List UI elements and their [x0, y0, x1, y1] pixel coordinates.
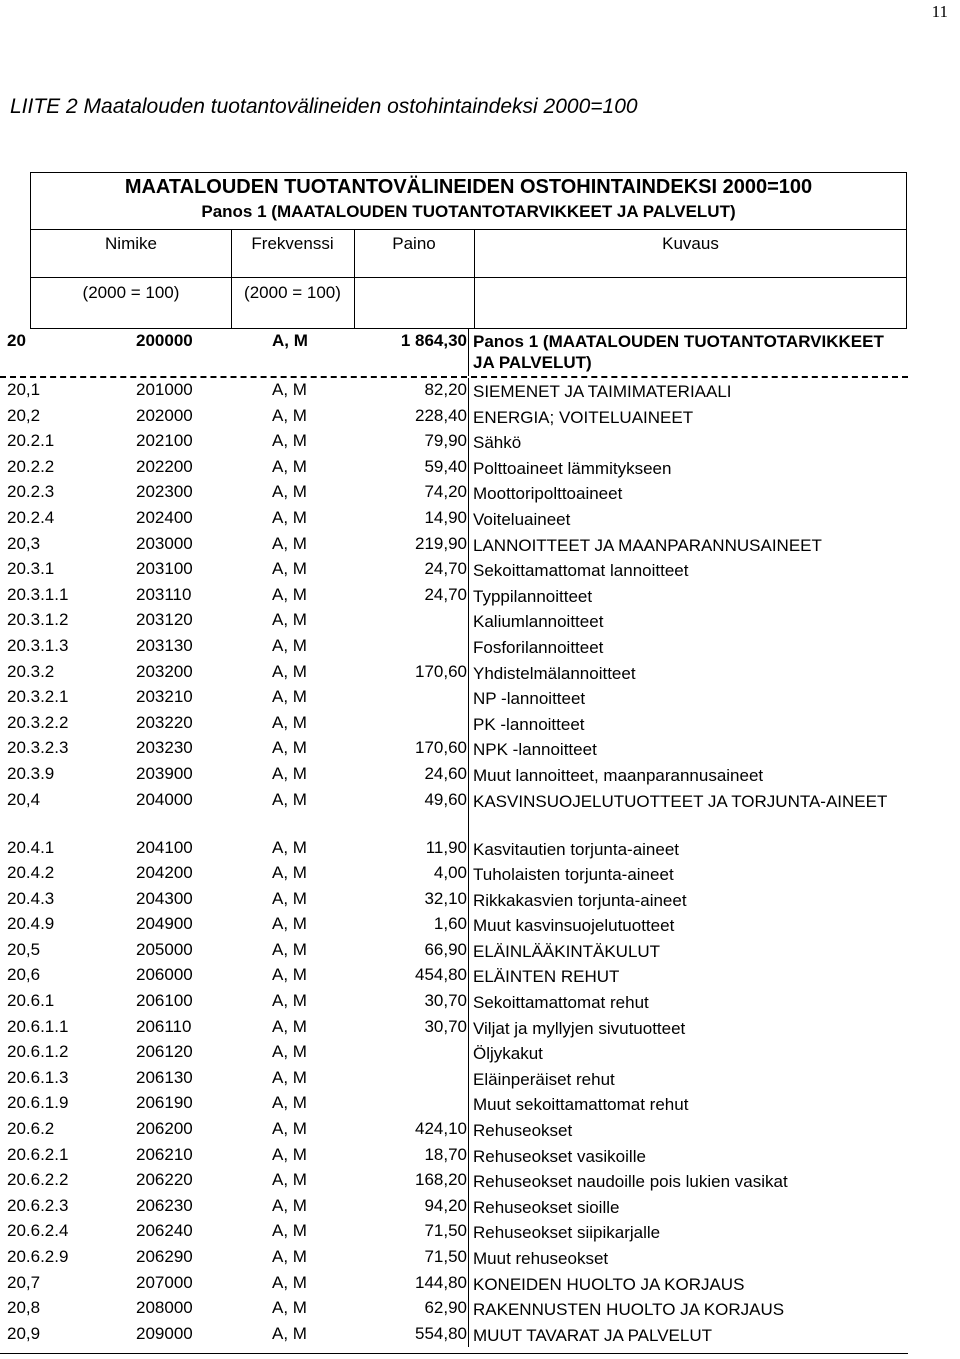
table-row: [0, 836, 908, 862]
cell-c5: NP -lannoitteet: [473, 689, 586, 709]
cell-c1: 20.3.1.3: [7, 635, 69, 655]
table-row: [0, 1271, 908, 1297]
cell-c4: 1,60: [433, 914, 467, 934]
cell-c4: 30,70: [424, 991, 467, 1011]
table-row: [0, 455, 908, 481]
cell-c2: 203230: [136, 738, 193, 758]
table-row: [0, 861, 908, 887]
index-table: [0, 172, 908, 1354]
table-row: [0, 1245, 908, 1271]
cell-c5: Eläinperäiset rehut: [473, 1069, 615, 1089]
cell-c2: 203220: [136, 712, 193, 732]
table-row: [0, 557, 908, 583]
cell-c1: 20.2.4: [7, 507, 55, 527]
cell-c2: 202400: [136, 507, 193, 527]
cell-c2: 203900: [136, 763, 193, 783]
cell-c2: 206230: [136, 1195, 193, 1215]
cell-c5: PK -lannoitteet: [473, 714, 585, 734]
cell-c2: 203110: [136, 584, 192, 604]
table-row: [0, 736, 908, 762]
table-row: [0, 480, 908, 506]
cell-c5: ENERGIA; VOITELUAINEET: [473, 407, 694, 427]
cell-c5: RAKENNUSTEN HUOLTO JA KORJAUS: [473, 1300, 785, 1320]
cell-c4: 49,60: [424, 789, 467, 809]
cell-c5: Muut kasvinsuojelutuotteet: [473, 916, 675, 936]
cell-c3: A, M: [272, 888, 307, 908]
cell-c4: 424,10: [415, 1119, 467, 1139]
cell-c4: 71,50: [424, 1221, 467, 1241]
cell-c1: 20.4.9: [7, 914, 55, 934]
cell-c5: Rikkakasvien torjunta-aineet: [473, 890, 687, 910]
cell-c1: 20.3.1.2: [7, 610, 69, 630]
cell-c2: 206240: [136, 1221, 193, 1241]
cell-c4: 71,50: [424, 1247, 467, 1266]
cell-c5: Tuholaisten torjunta-aineet: [473, 865, 674, 885]
table-row: [0, 429, 908, 455]
table-row: [0, 938, 908, 964]
cell-c5: Yhdistelmälannoitteet: [473, 663, 636, 683]
cell-c4: 168,20: [415, 1170, 467, 1190]
cell-c4: 32,10: [424, 888, 467, 908]
cell-c2: 204300: [136, 888, 193, 908]
cell-c1: 20.6.2.4: [7, 1221, 69, 1241]
table-row: [0, 912, 908, 938]
table-row: [0, 1296, 908, 1322]
table-row: [0, 788, 908, 836]
table-row: [0, 989, 908, 1015]
cell-c1: 20,1: [7, 380, 41, 399]
cell-c3: A, M: [272, 965, 307, 985]
cell-c4: 79,90: [424, 431, 467, 451]
cell-c5: Polttoaineet lämmitykseen: [473, 458, 672, 478]
cell-c3: A, M: [272, 431, 307, 451]
table-row: [0, 1143, 908, 1169]
cell-c3: A, M: [272, 1170, 307, 1190]
cell-c2: 207000: [136, 1272, 193, 1292]
cell-c4: 18,70: [424, 1144, 467, 1164]
cell-c4: 219,90: [415, 533, 467, 553]
cell-c5: ELÄINLÄÄKINTÄKULUT: [473, 941, 661, 961]
subheader-row: [31, 277, 906, 329]
cell-c4: 24,60: [424, 763, 467, 783]
cell-c1: 20.3.1: [7, 559, 55, 579]
cell-c5: MUUT TAVARAT JA PALVELUT: [473, 1325, 713, 1345]
cell-c5: Moottoripolttoaineet: [473, 484, 623, 504]
cell-c2: 206100: [136, 991, 193, 1011]
table-row: [0, 685, 908, 711]
cell-c5: Sekoittamattomat rehut: [473, 993, 649, 1013]
cell-c2: 202200: [136, 456, 193, 476]
cell-c3: A, M: [272, 738, 307, 758]
table-row: [0, 963, 908, 989]
table-row: [0, 1322, 908, 1348]
table-row: [0, 660, 908, 686]
cell-c3: A, M: [272, 635, 307, 655]
cell-c4: 11,90: [425, 837, 467, 857]
cell-c5: Typpilannoitteet: [473, 586, 593, 606]
cell-c1: 20: [7, 331, 26, 350]
cell-c1: 20,3: [7, 533, 41, 553]
cell-c1: 20,2: [7, 405, 41, 425]
cell-c5: Viljat ja myllyjen sivutuotteet: [473, 1018, 686, 1038]
header-kuvaus: Kuvaus: [662, 234, 719, 253]
cell-c5: Sähkö: [473, 433, 522, 453]
cell-c2: 204200: [136, 863, 193, 883]
cell-c5: Fosforilannoitteet: [473, 637, 604, 657]
cell-c1: 20.6.2.1: [7, 1144, 69, 1164]
table-row: [0, 1066, 908, 1092]
header-row: [31, 229, 906, 278]
table-row: [0, 583, 908, 609]
cell-c1: 20.3.2.2: [7, 712, 69, 732]
cell-c5: Muut rehuseokset: [473, 1249, 609, 1268]
cell-c1: 20.2.3: [7, 482, 55, 502]
cell-c3: A, M: [272, 712, 307, 732]
cell-c1: 20.6.2: [7, 1119, 55, 1139]
cell-c1: 20.6.1.3: [7, 1067, 69, 1087]
cell-c1: 20.6.1: [7, 991, 55, 1011]
cell-c3: A, M: [272, 405, 307, 425]
table-subtitle: Panos 1 (MAATALOUDEN TUOTANTOTARVIKKEET JA PALVELUT): [201, 202, 736, 221]
cell-c2: 201000: [136, 380, 193, 399]
cell-c3: A, M: [272, 507, 307, 527]
cell-c3: A, M: [272, 559, 307, 579]
table-row: [0, 887, 908, 913]
cell-c2: 202000: [136, 405, 193, 425]
cell-c2: 203000: [136, 533, 193, 553]
cell-c2: 206130: [136, 1067, 193, 1087]
cell-c3: A, M: [272, 863, 307, 883]
table-row: [0, 1091, 908, 1117]
table-row: [0, 762, 908, 788]
cell-c4: 30,70: [424, 1016, 467, 1036]
cell-c3: A, M: [272, 380, 307, 399]
cell-c2: 206290: [136, 1247, 193, 1266]
cell-c3: A, M: [272, 687, 307, 707]
cell-c2: 205000: [136, 939, 193, 959]
header-frekvenssi: Frekvenssi: [251, 234, 334, 253]
cell-c4: 170,60: [415, 738, 467, 758]
cell-c5: Kaliumlannoitteet: [473, 612, 604, 632]
cell-c4: 4,00: [433, 863, 467, 883]
cell-c3: A, M: [272, 1042, 307, 1062]
cell-c5: ELÄINTEN REHUT: [473, 967, 620, 987]
table-header: [30, 172, 907, 329]
cell-c3: A, M: [272, 1221, 307, 1241]
cell-c4: 554,80: [415, 1323, 467, 1343]
table-row: [0, 378, 908, 404]
cell-c3: A, M: [272, 991, 307, 1011]
cell-c3: A, M: [272, 1298, 307, 1318]
cell-c1: 20.6.2.3: [7, 1195, 69, 1215]
cell-c5: Kasvitautien torjunta-aineet: [473, 839, 680, 859]
cell-c3: A, M: [272, 1016, 307, 1036]
cell-c1: 20,6: [7, 965, 41, 985]
cell-c3: A, M: [272, 661, 307, 681]
cell-c1: 20.6.2.9: [7, 1247, 69, 1266]
cell-c1: 20.3.2.1: [7, 687, 69, 707]
cell-c5: Muut sekoittamattomat rehut: [473, 1095, 689, 1115]
cell-c1: 20.4.3: [7, 888, 55, 908]
cell-c3: A, M: [272, 763, 307, 783]
cell-c2: 204100: [136, 837, 193, 857]
table-row: [0, 532, 908, 558]
cell-c3: A, M: [272, 533, 307, 553]
cell-c4: 228,40: [415, 405, 467, 425]
subheader-nimike: (2000 = 100): [82, 283, 180, 302]
cell-c1: 20,4: [7, 789, 41, 809]
table-row: [0, 1040, 908, 1066]
cell-c4: 24,70: [424, 559, 467, 579]
cell-c5: Rehuseokset sioille: [473, 1197, 620, 1217]
cell-c5: NPK -lannoitteet: [473, 740, 597, 760]
table-row: [0, 1194, 908, 1220]
cell-c4: 94,20: [424, 1195, 467, 1215]
cell-c1: 20.3.2.3: [7, 738, 69, 758]
cell-c2: 209000: [136, 1323, 193, 1343]
cell-c1: 20,5: [7, 939, 41, 959]
table-row: [0, 506, 908, 532]
cell-c1: 20,8: [7, 1298, 41, 1318]
cell-c1: 20.4.2: [7, 863, 55, 883]
header-nimike: Nimike: [105, 234, 157, 253]
cell-c4: 59,40: [424, 456, 467, 476]
cell-c2: 208000: [136, 1298, 193, 1318]
cell-c3: A, M: [272, 1272, 307, 1292]
cell-c3: A, M: [272, 456, 307, 476]
cell-c2: 206000: [136, 965, 193, 985]
cell-c2: 203120: [136, 610, 193, 630]
cell-c5: KASVINSUOJELUTUOTTEET JA TORJUNTA-AINEET: [473, 791, 888, 811]
cell-c5: KONEIDEN HUOLTO JA KORJAUS: [473, 1274, 745, 1294]
cell-c3: A, M: [272, 1144, 307, 1164]
table-row: [0, 1117, 908, 1143]
cell-c3: A, M: [272, 482, 307, 502]
cell-c2: 202100: [136, 431, 193, 451]
cell-c2: 206200: [136, 1119, 193, 1139]
cell-c5: SIEMENET JA TAIMIMATERIAALI: [473, 382, 732, 401]
cell-c2: 203200: [136, 661, 193, 681]
table-row: [0, 1168, 908, 1194]
cell-c2: 206190: [136, 1093, 193, 1113]
header-paino: Paino: [392, 234, 436, 253]
cell-c4: 170,60: [415, 661, 467, 681]
table-row: [0, 1219, 908, 1245]
cell-c5: Voiteluaineet: [473, 509, 571, 529]
cell-c2: 204000: [136, 789, 193, 809]
cell-c4: 66,90: [424, 939, 467, 959]
cell-c4: 82,20: [424, 380, 467, 399]
cell-c5: Rehuseokset vasikoille: [473, 1146, 646, 1166]
cell-c1: 20.2.1: [7, 431, 55, 451]
cell-c3: A, M: [272, 914, 307, 934]
cell-c2: 200000: [136, 331, 193, 350]
cell-c4: 62,90: [424, 1298, 467, 1318]
cell-c3: A, M: [272, 584, 307, 604]
cell-c5: LANNOITTEET JA MAANPARANNUSAINEET: [473, 535, 822, 555]
cell-c4: 24,70: [424, 584, 467, 604]
subheader-frekvenssi: (2000 = 100): [244, 283, 341, 302]
page-number: 11: [931, 2, 948, 21]
cell-c3: A, M: [272, 1323, 307, 1343]
cell-c2: 206120: [136, 1042, 193, 1062]
cell-c2: 206220: [136, 1170, 193, 1190]
cell-c3: A, M: [272, 1093, 307, 1113]
cell-c3: A, M: [272, 1119, 307, 1139]
table-title: MAATALOUDEN TUOTANTOVÄLINEIDEN OSTOHINTAINDEKSI 2000=100: [124, 176, 813, 198]
cell-c1: 20.3.1.1: [7, 584, 69, 604]
cell-c2: 204900: [136, 914, 193, 934]
cell-c1: 20.6.1.2: [7, 1042, 69, 1062]
cell-c4: 144,80: [415, 1272, 467, 1292]
cell-c1: 20.6.1.1: [7, 1016, 69, 1036]
cell-c1: 20,7: [7, 1272, 41, 1292]
cell-c2: 206110: [136, 1016, 192, 1036]
cell-c3: A, M: [272, 1195, 307, 1215]
table-row: [0, 1015, 908, 1041]
cell-c1: 20.6.1.9: [7, 1093, 69, 1113]
cell-c4: 454,80: [415, 965, 467, 985]
cell-c5: Sekoittamattomat lannoitteet: [473, 561, 689, 581]
cell-c1: 20,9: [7, 1323, 41, 1343]
table-row: [0, 329, 908, 378]
cell-c5: Rehuseokset naudoille pois lukien vasikat: [473, 1172, 788, 1192]
table-body: [0, 329, 908, 1347]
cell-c5: Panos 1 (MAATALOUDEN TUOTANTOTARVIKKEET JA PALVELUT): [473, 332, 884, 372]
cell-c4: 74,20: [424, 482, 467, 502]
page-title: LIITE 2 Maatalouden tuotantovälineiden ostohintaindeksi 2000=100: [10, 95, 638, 118]
cell-c5: Muut lannoitteet, maanparannusaineet: [473, 765, 764, 785]
cell-c1: 20.6.2.2: [7, 1170, 69, 1190]
table-row: [0, 634, 908, 660]
cell-c4: 1 864,30: [400, 331, 467, 350]
cell-c3: A, M: [272, 610, 307, 630]
cell-c2: 203130: [136, 635, 193, 655]
cell-c3: A, M: [272, 1067, 307, 1087]
cell-c1: 20.4.1: [7, 837, 55, 857]
cell-c4: 14,90: [424, 507, 467, 527]
table-row: [0, 608, 908, 634]
cell-c3: A, M: [272, 939, 307, 959]
cell-c3: A, M: [272, 331, 308, 350]
cell-c2: 203210: [136, 687, 193, 707]
cell-c5: Rehuseokset siipikarjalle: [473, 1223, 661, 1243]
cell-c3: A, M: [272, 789, 307, 809]
cell-c5: Öljykakut: [473, 1044, 543, 1064]
cell-c2: 203100: [136, 559, 193, 579]
cell-c1: 20.2.2: [7, 456, 55, 476]
table-row: [0, 711, 908, 737]
cell-c5: Rehuseokset: [473, 1121, 573, 1141]
cell-c1: 20.3.2: [7, 661, 55, 681]
cell-c1: 20.3.9: [7, 763, 55, 783]
cell-c3: A, M: [272, 837, 307, 857]
table-row: [0, 404, 908, 430]
cell-c3: A, M: [272, 1247, 307, 1266]
cell-c2: 206210: [136, 1144, 193, 1164]
cell-c2: 202300: [136, 482, 193, 502]
